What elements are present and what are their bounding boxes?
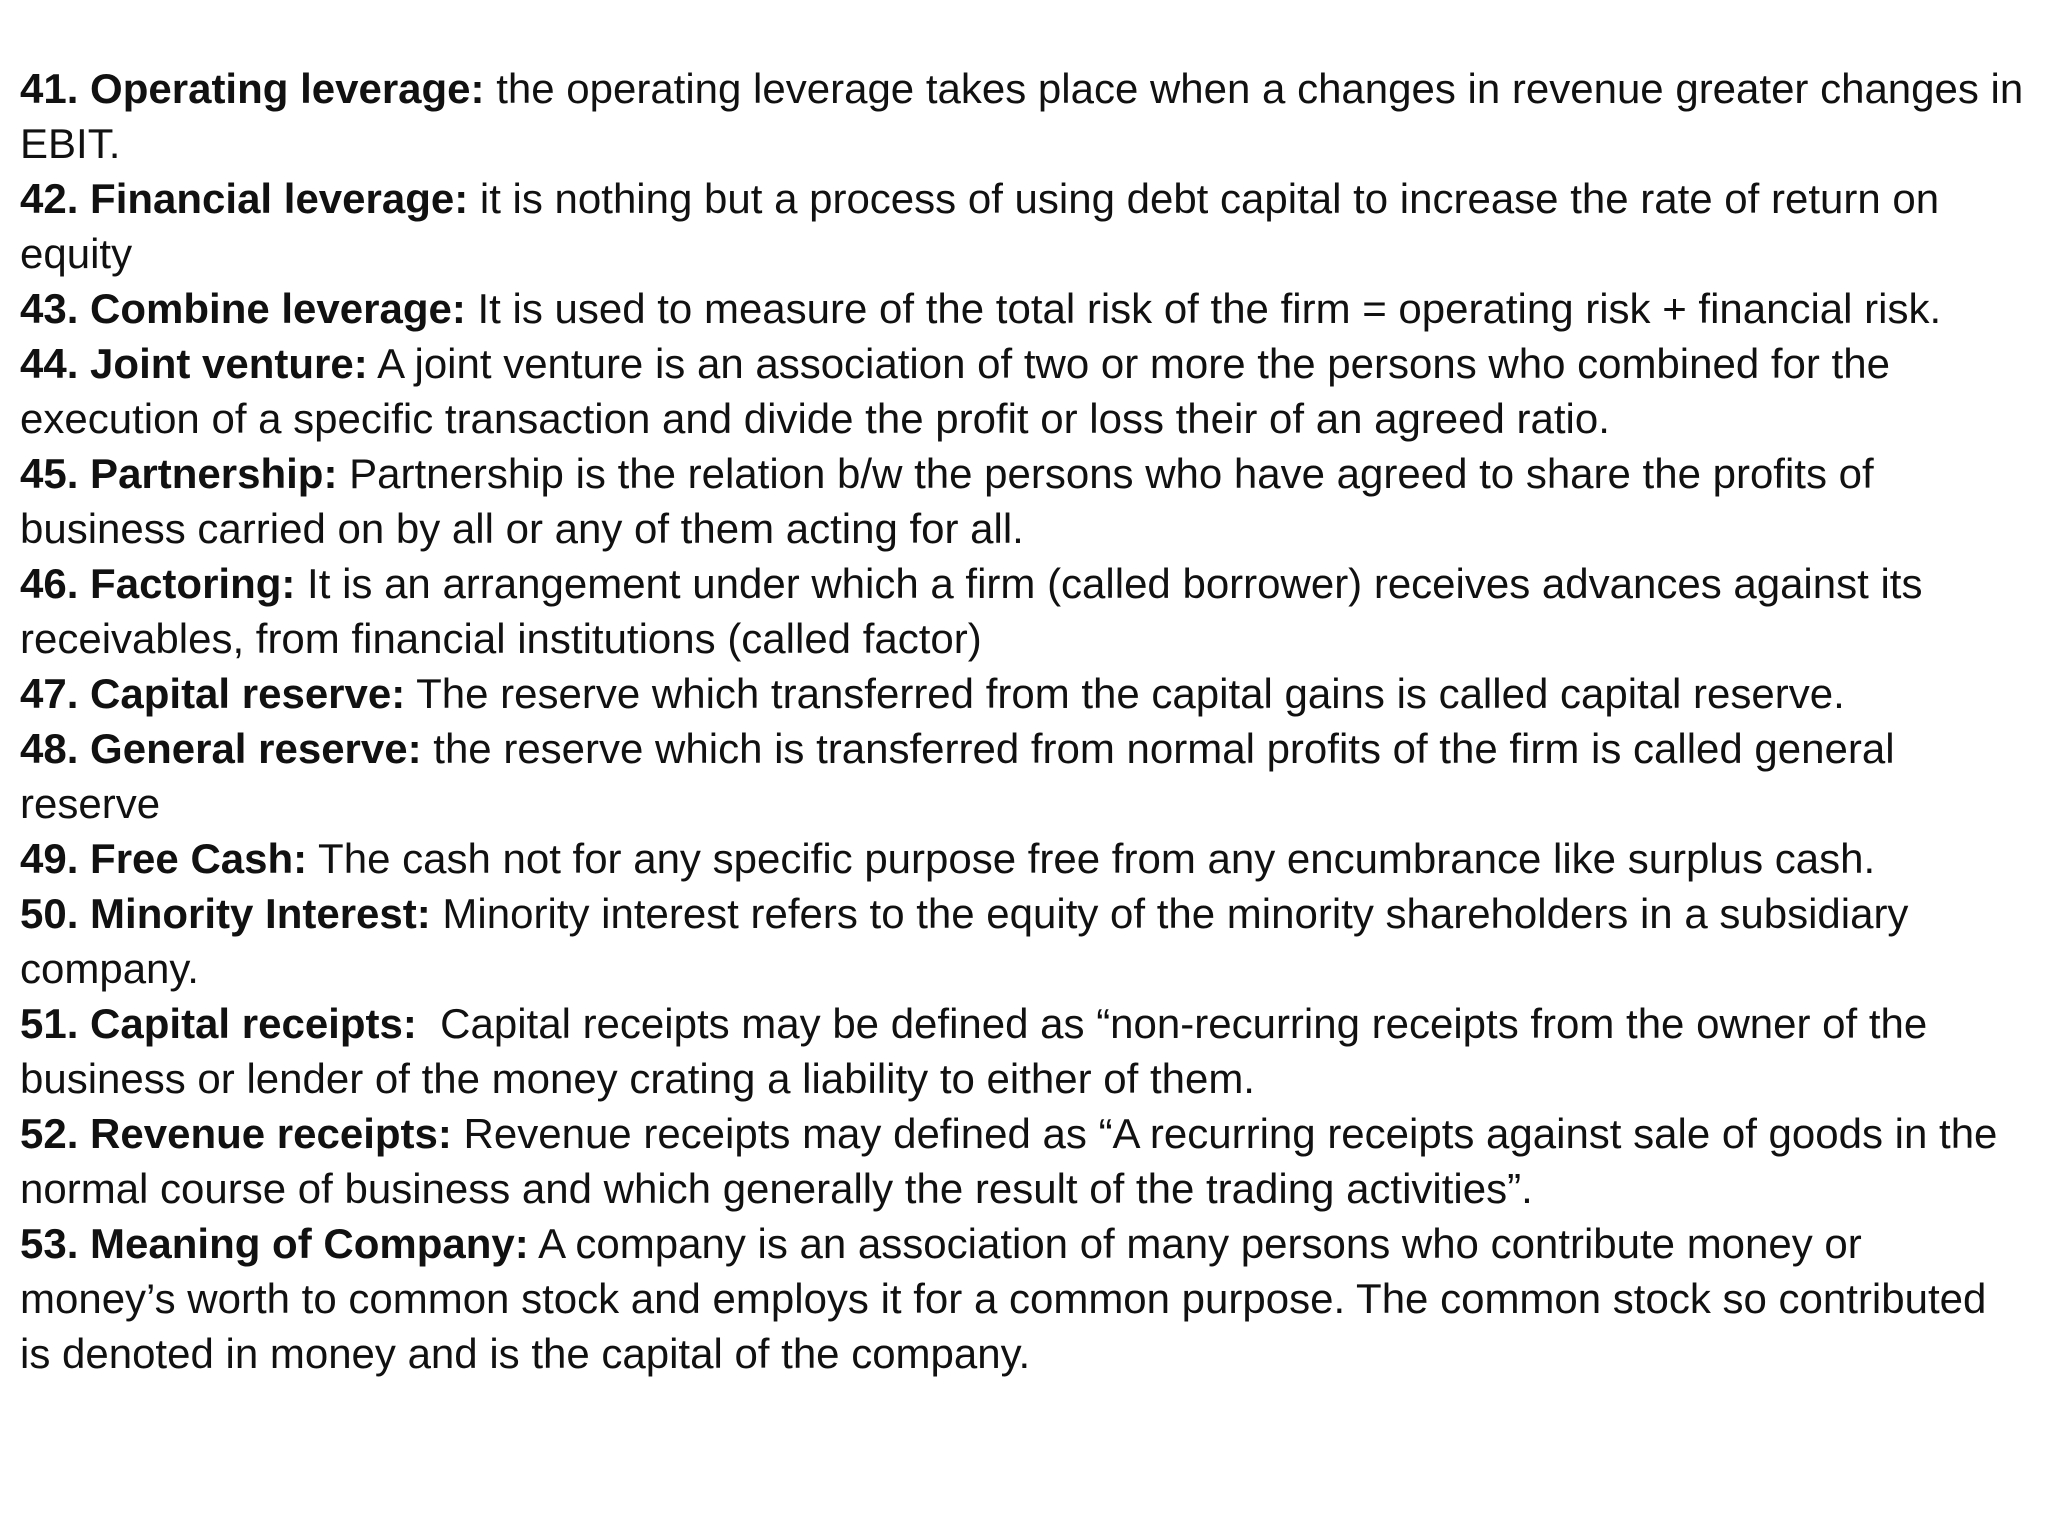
definition: It is an arrangement under which a firm (called borrower) receives advances against its receivables, from financial institutions (called factor) — [20, 560, 1935, 662]
definition: The reserve which transferred from the capital gains is called capital reserve. — [405, 670, 1845, 717]
term: 53. Meaning of Company: — [20, 1220, 529, 1267]
term: 51. Capital receipts: — [20, 1000, 417, 1047]
definition: The cash not for any specific purpose free from any encumbrance like surplus cash. — [307, 835, 1876, 882]
term: 50. Minority Interest: — [20, 890, 431, 937]
entry-partnership — [20, 446, 2028, 556]
entry-financial-leverage — [20, 171, 2028, 281]
term: 42. Financial leverage: — [20, 175, 469, 222]
term: 45. Partnership: — [20, 450, 338, 497]
definition: A joint venture is an association of two or more the persons who combined for the execution of a specific transaction and divide the profit or loss their of an agreed ratio. — [20, 340, 1902, 442]
term: 47. Capital reserve: — [20, 670, 406, 717]
term: 49. Free Cash: — [20, 835, 308, 882]
definition: Minority interest refers to the equity of the minority shareholders in a subsidiary company. — [20, 890, 1921, 992]
term: 44. Joint venture: — [20, 340, 368, 387]
entry-factoring — [20, 556, 2028, 666]
definition: A company is an association of many persons who contribute money or money’s worth to common stock and employs it for a common purpose. The common stock so contributed is denoted in money and is the capital of the company. — [20, 1220, 1999, 1377]
definition: Partnership is the relation b/w the persons who have agreed to share the profits of business carried on by all or any of them acting for all. — [20, 450, 1886, 552]
entry-general-reserve — [20, 721, 2028, 831]
entry-free-cash — [20, 831, 2028, 886]
entry-capital-receipts — [20, 996, 2028, 1106]
term: 43. Combine leverage: — [20, 285, 466, 332]
term: 48. General reserve: — [20, 725, 422, 772]
definition: the reserve which is transferred from normal profits of the firm is called general reserve — [20, 725, 1907, 827]
definition: Revenue receipts may defined as “A recurring receipts against sale of goods in the normal course of business and which generally the result of the trading activities”. — [20, 1110, 2010, 1212]
entry-operating-leverage — [20, 61, 2035, 171]
entry-joint-venture — [20, 336, 2028, 446]
entry-combine-leverage — [20, 281, 2028, 336]
entry-meaning-of-company — [20, 1216, 2028, 1381]
entry-minority-interest — [20, 886, 2028, 996]
definition: It is used to measure of the total risk of the firm = operating risk + financial risk. — [465, 285, 1942, 332]
entry-capital-reserve — [20, 666, 2028, 721]
term: 41. Operating leverage: — [20, 65, 485, 112]
definition: it is nothing but a process of using debt capital to increase the rate of return on equity — [20, 175, 1951, 277]
definition: Capital receipts may be defined as “non-recurring receipts from the owner of the business or lender of the money crating a liability to either of them. — [20, 1000, 1939, 1102]
entry-revenue-receipts — [20, 1106, 2028, 1216]
definition: the operating leverage takes place when a changes in revenue greater changes in EBIT. — [20, 65, 2035, 167]
term: 46. Factoring: — [20, 560, 296, 607]
term: 52. Revenue receipts: — [20, 1110, 452, 1157]
